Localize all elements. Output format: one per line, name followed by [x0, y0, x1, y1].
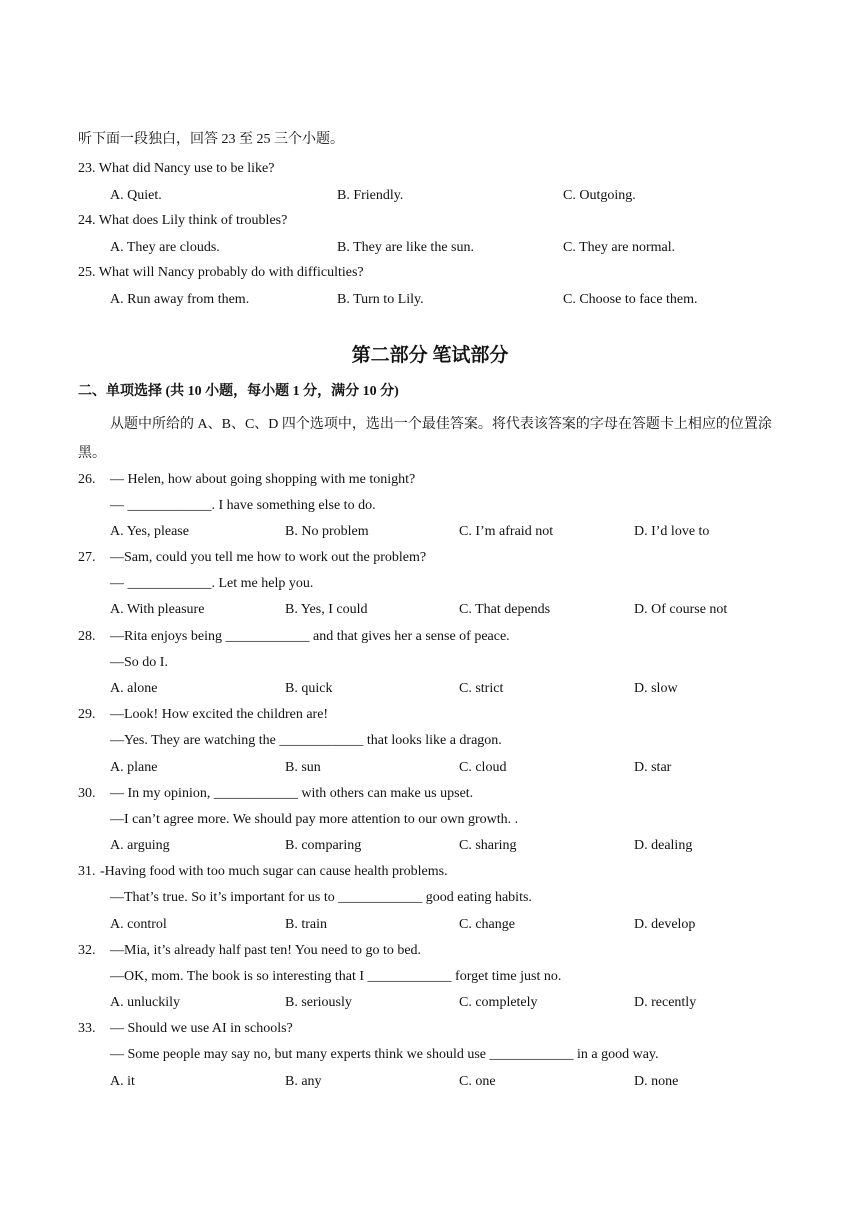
- question-30-line2: —I can’t agree more. We should pay more attention to our own growth. .: [110, 812, 519, 827]
- question-33-option-c: C. one: [459, 1074, 496, 1089]
- question-28-option-a: A. alone: [110, 681, 158, 696]
- question-26-option-b: B. No problem: [285, 524, 369, 539]
- question-26-option-c: C. I’m afraid not: [459, 524, 554, 539]
- question-24-stem: 24. What does Lily think of troubles?: [78, 213, 288, 228]
- question-23-option-b: B. Friendly.: [337, 188, 404, 203]
- question-31-option-c: C. change: [459, 917, 515, 932]
- question-26-line2: — ____________. I have something else to do.: [110, 498, 376, 513]
- question-29-line2: —Yes. They are watching the ____________ that looks like a dragon.: [110, 733, 502, 748]
- question-32-option-a: A. unluckily: [110, 995, 180, 1010]
- question-24-option-c: C. They are normal.: [563, 240, 676, 255]
- question-28-line2: —So do I.: [110, 655, 168, 670]
- question-31-number: 31.: [78, 864, 96, 879]
- question-32-line1: —Mia, it’s already half past ten! You need to go to bed.: [110, 943, 422, 958]
- question-31-line2: —That’s true. So it’s important for us to ____________ good eating habits.: [110, 890, 532, 905]
- question-30-option-c: C. sharing: [459, 838, 517, 853]
- question-26-line1: — Helen, how about going shopping with me tonight?: [110, 472, 416, 487]
- question-29-option-d: D. star: [634, 760, 672, 775]
- question-26-option-d: D. I’d love to: [634, 524, 710, 539]
- question-33-option-a: A. it: [110, 1074, 135, 1089]
- question-32-line2: —OK, mom. The book is so interesting that I ____________ forget time just no.: [110, 969, 562, 984]
- question-23-option-a: A. Quiet.: [110, 188, 162, 203]
- question-25-stem: 25. What will Nancy probably do with difficulties?: [78, 265, 364, 280]
- question-30-option-b: B. comparing: [285, 838, 362, 853]
- question-30-option-d: D. dealing: [634, 838, 693, 853]
- question-27-option-c: C. That depends: [459, 602, 551, 617]
- question-32-option-c: C. completely: [459, 995, 538, 1010]
- question-30-number: 30.: [78, 786, 96, 801]
- question-33-line2: — Some people may say no, but many experts think we should use ____________ in a good way.: [110, 1047, 659, 1062]
- question-32-number: 32.: [78, 943, 96, 958]
- instructions: 从题中所给的 A、B、C、D 四个选项中，选出一个最佳答案。将代表该答案的字母在答题卡上相应的位置涂黑。: [78, 417, 772, 461]
- question-25-option-b: B. Turn to Lily.: [337, 292, 424, 307]
- question-28-option-d: D. slow: [634, 681, 678, 696]
- question-24-option-b: B. They are like the sun.: [337, 240, 474, 255]
- question-31-option-d: D. develop: [634, 917, 696, 932]
- question-24-option-a: A. They are clouds.: [110, 240, 220, 255]
- part-title: 第二部分 笔试部分: [351, 345, 509, 366]
- question-33-option-d: D. none: [634, 1074, 679, 1089]
- question-27-option-a: A. With pleasure: [110, 602, 205, 617]
- question-31-line1: -Having food with too much sugar can cause health problems.: [100, 864, 448, 879]
- question-29-option-b: B. sun: [285, 760, 321, 775]
- question-25-option-c: C. Choose to face them.: [563, 292, 698, 307]
- question-27-option-b: B. Yes, I could: [285, 602, 368, 617]
- question-31-option-b: B. train: [285, 917, 327, 932]
- question-33-line1: — Should we use AI in schools?: [110, 1021, 293, 1036]
- question-27-option-d: D. Of course not: [634, 602, 728, 617]
- question-28-number: 28.: [78, 629, 96, 644]
- question-29-number: 29.: [78, 707, 96, 722]
- question-29-line1: —Look! How excited the children are!: [110, 707, 329, 722]
- question-27-number: 27.: [78, 550, 96, 565]
- question-29-option-c: C. cloud: [459, 760, 507, 775]
- question-29-option-a: A. plane: [110, 760, 158, 775]
- question-27-line1: —Sam, could you tell me how to work out the problem?: [110, 550, 427, 565]
- question-28-line1: —Rita enjoys being ____________ and that gives her a sense of peace.: [110, 629, 510, 644]
- question-31-option-a: A. control: [110, 917, 167, 932]
- question-33-number: 33.: [78, 1021, 96, 1036]
- section-title: 二、单项选择 (共 10 小题，每小题 1 分，满分 10 分): [78, 384, 399, 399]
- question-26-option-a: A. Yes, please: [110, 524, 189, 539]
- question-28-option-b: B. quick: [285, 681, 333, 696]
- question-27-line2: — ____________. Let me help you.: [110, 576, 314, 591]
- question-30-line1: — In my opinion, ____________ with others can make us upset.: [110, 786, 474, 801]
- question-23-option-c: C. Outgoing.: [563, 188, 636, 203]
- listening-intro: 听下面一段独白，回答 23 至 25 三个小题。: [78, 132, 344, 147]
- question-28-option-c: C. strict: [459, 681, 504, 696]
- question-30-option-a: A. arguing: [110, 838, 170, 853]
- question-23-stem: 23. What did Nancy use to be like?: [78, 161, 275, 176]
- question-33-option-b: B. any: [285, 1074, 322, 1089]
- question-32-option-b: B. seriously: [285, 995, 352, 1010]
- question-26-number: 26.: [78, 472, 96, 487]
- question-32-option-d: D. recently: [634, 995, 697, 1010]
- question-25-option-a: A. Run away from them.: [110, 292, 250, 307]
